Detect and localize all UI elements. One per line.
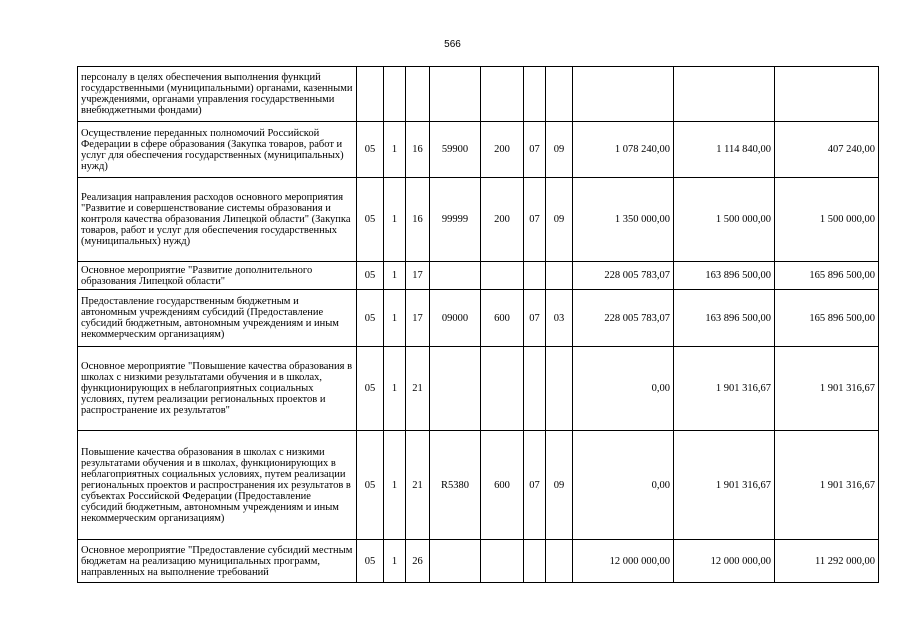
- amount-year-2: [674, 67, 775, 122]
- code-ministry: 05: [357, 431, 384, 540]
- code-expense-type: [481, 67, 524, 122]
- code-program: 1: [384, 178, 406, 262]
- code-ministry: 05: [357, 178, 384, 262]
- code-direction: 59900: [430, 122, 481, 178]
- table-row: [78, 431, 879, 540]
- code-subsection: [546, 347, 573, 431]
- amount-year-1: 228 005 783,07: [573, 290, 674, 347]
- code-section: [524, 67, 546, 122]
- amount-year-2: 1 901 316,67: [674, 431, 775, 540]
- amount-year-1: 228 005 783,07: [573, 262, 674, 290]
- code-ministry: 05: [357, 540, 384, 583]
- row-name: Осуществление переданных полномочий Российской Федерации в сфере образования (Закупка товаров, работ и услуг для обеспечения государственных (муниципальных) нужд): [78, 122, 357, 178]
- table-row: [78, 347, 879, 431]
- code-ministry: 05: [357, 347, 384, 431]
- code-event: 21: [406, 347, 430, 431]
- amount-year-3: 407 240,00: [775, 122, 879, 178]
- table-row: [78, 67, 879, 122]
- amount-year-2: 163 896 500,00: [674, 262, 775, 290]
- code-direction: [430, 540, 481, 583]
- budget-table: [77, 66, 879, 583]
- code-program: 1: [384, 540, 406, 583]
- table-body: [78, 67, 879, 583]
- code-program: [384, 67, 406, 122]
- row-name: Предоставление государственным бюджетным и автономным учреждениям субсидий (Предоставление субсидий бюджетным, автономным учреждениям и иным некоммерческим организациям): [78, 290, 357, 347]
- code-section: 07: [524, 290, 546, 347]
- table-row: [78, 290, 879, 347]
- amount-year-3: 165 896 500,00: [775, 262, 879, 290]
- code-direction: R5380: [430, 431, 481, 540]
- code-ministry: 05: [357, 290, 384, 347]
- amount-year-3: 165 896 500,00: [775, 290, 879, 347]
- amount-year-2: 1 901 316,67: [674, 347, 775, 431]
- page-number: 566: [444, 39, 461, 50]
- amount-year-3: 1 901 316,67: [775, 431, 879, 540]
- code-event: [406, 67, 430, 122]
- row-name: Повышение качества образования в школах с низкими результатами обучения и в школах, функционирующих в неблагоприятных социальных условиях, путем реализации региональных проектов и распространения их результатов в субъектах Российской Федерации (Предоставление субсидий бюджетным, автономным учреждениям и иным некоммерческим организациям): [78, 431, 357, 540]
- code-direction: 99999: [430, 178, 481, 262]
- amount-year-3: 1 901 316,67: [775, 347, 879, 431]
- amount-year-3: [775, 67, 879, 122]
- code-section: 07: [524, 178, 546, 262]
- code-section: [524, 262, 546, 290]
- code-subsection: 09: [546, 431, 573, 540]
- amount-year-2: 12 000 000,00: [674, 540, 775, 583]
- table-row: [78, 122, 879, 178]
- code-section: 07: [524, 431, 546, 540]
- code-direction: [430, 67, 481, 122]
- amount-year-1: 12 000 000,00: [573, 540, 674, 583]
- code-event: 26: [406, 540, 430, 583]
- code-subsection: [546, 540, 573, 583]
- code-program: 1: [384, 262, 406, 290]
- code-ministry: 05: [357, 122, 384, 178]
- row-name: персоналу в целях обеспечения выполнения функций государственными (муниципальными) органами, казенными учреждениями, органами управления государственными внебюджетными фондами): [78, 67, 357, 122]
- table-row: [78, 178, 879, 262]
- code-direction: [430, 347, 481, 431]
- code-expense-type: 600: [481, 431, 524, 540]
- code-program: 1: [384, 290, 406, 347]
- code-section: [524, 540, 546, 583]
- code-ministry: [357, 67, 384, 122]
- amount-year-3: 1 500 000,00: [775, 178, 879, 262]
- code-expense-type: [481, 262, 524, 290]
- amount-year-2: 1 500 000,00: [674, 178, 775, 262]
- code-subsection: [546, 67, 573, 122]
- amount-year-3: 11 292 000,00: [775, 540, 879, 583]
- code-subsection: [546, 262, 573, 290]
- code-section: 07: [524, 122, 546, 178]
- code-direction: [430, 262, 481, 290]
- code-expense-type: 200: [481, 122, 524, 178]
- code-subsection: 09: [546, 178, 573, 262]
- amount-year-1: 0,00: [573, 431, 674, 540]
- code-event: 17: [406, 262, 430, 290]
- table-row: [78, 540, 879, 583]
- row-name: Основное мероприятие "Предоставление субсидий местным бюджетам на реализацию муниципальных программ, направленных на выполнение требований: [78, 540, 357, 583]
- code-expense-type: 600: [481, 290, 524, 347]
- amount-year-1: 1 078 240,00: [573, 122, 674, 178]
- table-row: [78, 262, 879, 290]
- code-event: 16: [406, 178, 430, 262]
- code-expense-type: [481, 540, 524, 583]
- row-name: Основное мероприятие "Развитие дополнительного образования Липецкой области": [78, 262, 357, 290]
- amount-year-1: 0,00: [573, 347, 674, 431]
- code-event: 16: [406, 122, 430, 178]
- code-program: 1: [384, 431, 406, 540]
- row-name: Реализация направления расходов основного мероприятия "Развитие и совершенствование системы образования и контроля качества образования Липецкой области" (Закупка товаров, работ и услуг для обеспечения государственных (муниципальных) нужд): [78, 178, 357, 262]
- code-program: 1: [384, 347, 406, 431]
- code-expense-type: 200: [481, 178, 524, 262]
- code-direction: 09000: [430, 290, 481, 347]
- code-ministry: 05: [357, 262, 384, 290]
- code-expense-type: [481, 347, 524, 431]
- row-name: Основное мероприятие "Повышение качества образования в школах с низкими результатами обучения и в школах, функционирующих в неблагоприятных социальных условиях, путем реализации региональных проектов и распространение их результатов": [78, 347, 357, 431]
- code-section: [524, 347, 546, 431]
- code-event: 21: [406, 431, 430, 540]
- amount-year-1: 1 350 000,00: [573, 178, 674, 262]
- code-program: 1: [384, 122, 406, 178]
- code-subsection: 03: [546, 290, 573, 347]
- code-subsection: 09: [546, 122, 573, 178]
- code-event: 17: [406, 290, 430, 347]
- amount-year-1: [573, 67, 674, 122]
- amount-year-2: 1 114 840,00: [674, 122, 775, 178]
- amount-year-2: 163 896 500,00: [674, 290, 775, 347]
